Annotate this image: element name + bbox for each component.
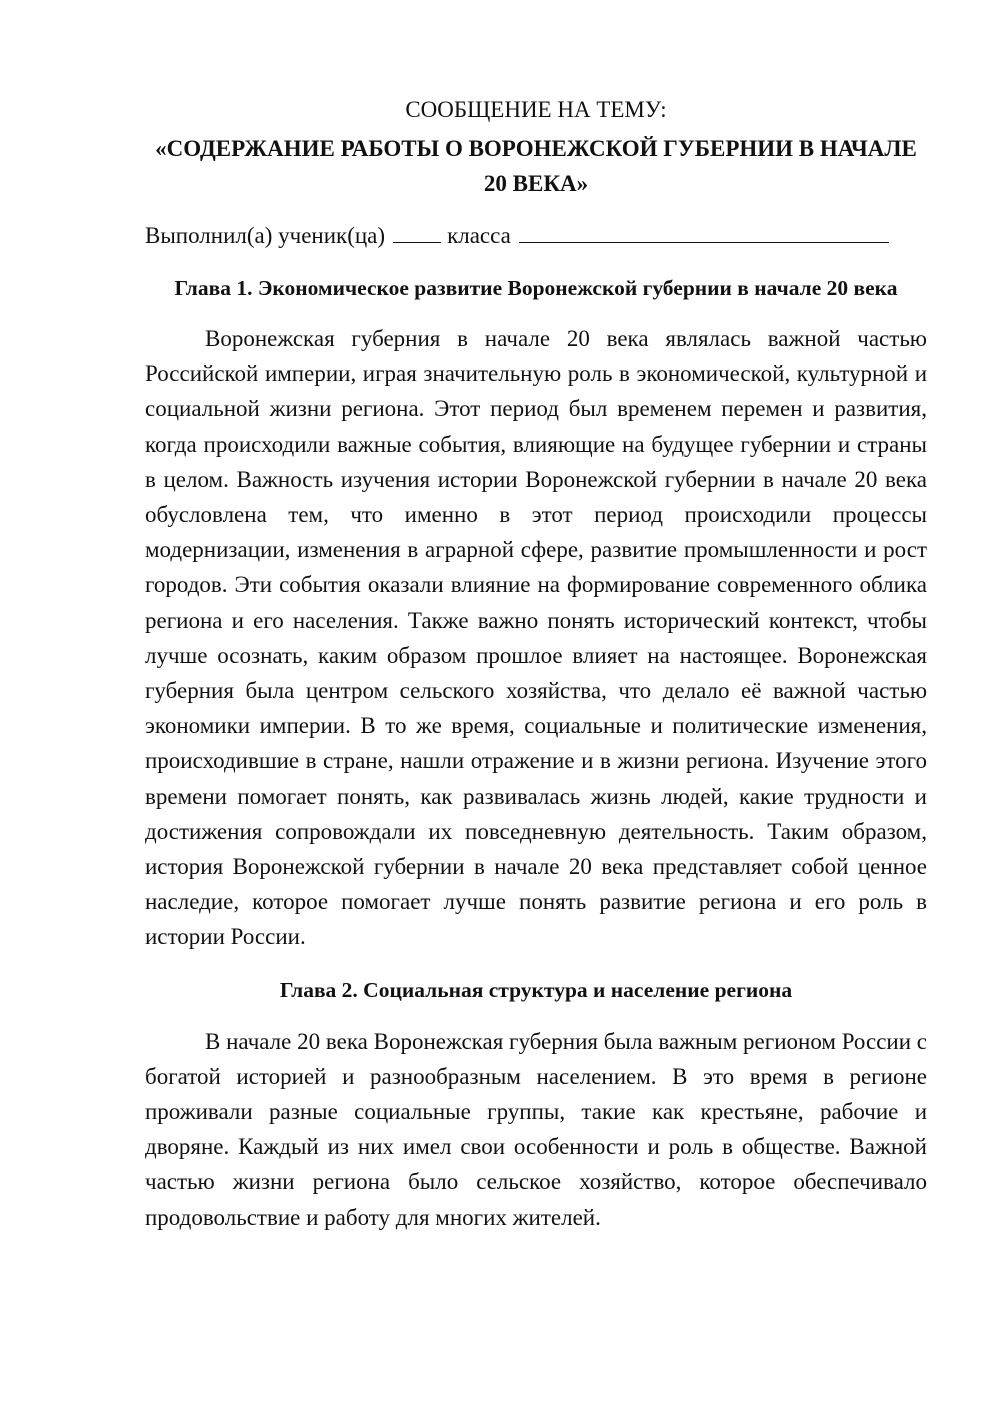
document-page (145, 92, 927, 1235)
chapter-2-heading: Глава 2. Социальная структура и население региона (279, 977, 793, 1002)
chapter-2-paragraph: В начале 20 века Воронежская губерния была важным регионом России с богатой историей и разнообразным населением. В это время в регионе проживали разные социальные группы, такие как крестьяне, рабочие и дворяне. Каждый из них имел свои особенности и роль в обществе. Важной частью жизни региона было сельское хозяйство, которое обеспечивало продовольствие и работу для многих жителей. (145, 1028, 927, 1230)
topic-title: «СОДЕРЖАНИЕ РАБОТЫ О ВОРОНЕЖСКОЙ ГУБЕРНИИ В НАЧАЛЕ 20 ВЕКА» (155, 136, 917, 196)
author-line (145, 218, 927, 253)
author-class-label: класса (447, 223, 511, 248)
author-prefix: Выполнил(а) ученик(ца) (145, 223, 386, 248)
chapter-1-paragraph: Воронежская губерния в начале 20 века являлась важной частью Российской империи, играя значительную роль в экономической, культурной и социальной жизни региона. Этот период был временем перемен и развития, когда происходили важные события, влияющие на будущее губернии и страны в целом. Важность изучения истории Воронежской губернии в начале 20 века обусловлена тем, что именно в этот период происходили процессы модернизации, изменения в аграрной сфере, развитие промышленности и рост городов. Эти события оказали влияние на формирование современного облика региона и его населения. Также важно понять исторический контекст, чтобы лучше осознать, каким образом прошлое влияет на настоящее. Воронежская губерния была центром сельского хозяйства, что делало её важной частью экономики империи. В то же время, социальные и политические изменения, происходившие в стране, нашли отражение и в жизни региона. Изучение этого времени помогает понять, как развивалась жизнь людей, какие трудности и достижения сопровождали их повседневную деятельность. Таким образом, история Воронежской губернии в начале 20 века представляет собой ценное наследие, которое помогает лучше понять развитие региона и его роль в истории России. (145, 326, 927, 950)
class-blank-line (393, 218, 441, 243)
topic-label: СООБЩЕНИЕ НА ТЕМУ: (405, 97, 667, 122)
chapter-1-heading: Глава 1. Экономическое развитие Воронежской губернии в начале 20 века (174, 276, 898, 300)
name-blank-line (519, 218, 889, 243)
